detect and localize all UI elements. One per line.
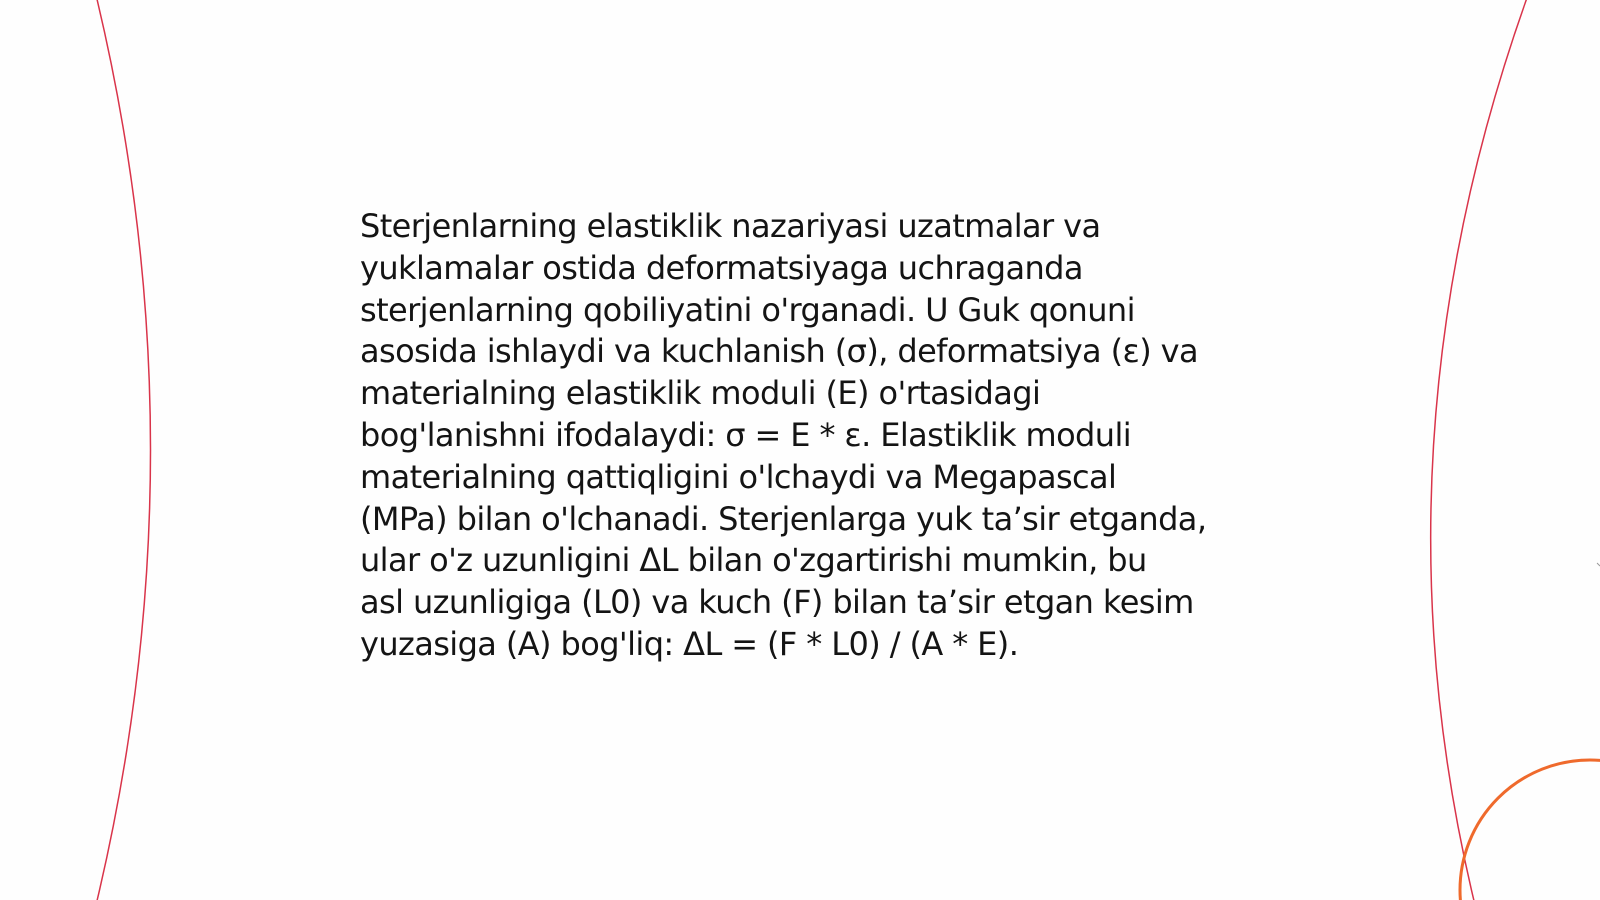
paragraph-line: asosida ishlaydi va kuchlanish (σ), deformatsiya (ε) va xyxy=(360,332,1199,371)
paragraph-line: bog'lanishni ifodalaydi: σ = E * ε. Elastiklik moduli xyxy=(360,415,1132,454)
paragraph-line: materialning elastiklik moduli (E) o'rtasidagi xyxy=(360,374,1041,413)
right-decorative-curve xyxy=(1431,0,1528,900)
paragraph-line: materialning qattiqligini o'lchaydi va Megapascal xyxy=(360,457,1117,496)
paragraph-line: yuzasiga (A) bog'liq: ΔL = (F * L0) / (A * E). xyxy=(360,624,1019,663)
paragraph-line: Sterjenlarning elastiklik nazariyasi uzatmalar va xyxy=(360,207,1101,245)
paragraph-line: ular o'z uzunligini ΔL bilan o'zgartirishi mumkin, bu xyxy=(360,541,1147,580)
body-paragraph xyxy=(360,206,1260,666)
paragraph-line: sterjenlarning qobiliyatini o'rganadi. U Guk qonuni xyxy=(360,290,1135,329)
accent-circle xyxy=(1460,760,1600,900)
paragraph-line: asl uzunligiga (L0) va kuch (F) bilan ta’sir etgan kesim xyxy=(360,583,1194,622)
paragraph-line: (MPa) bilan o'lchanadi. Sterjenlarga yuk ta’sir etganda, xyxy=(360,499,1207,538)
paragraph-line: yuklamalar ostida deformatsiyaga uchraganda xyxy=(360,248,1083,287)
left-decorative-curve xyxy=(96,0,151,900)
